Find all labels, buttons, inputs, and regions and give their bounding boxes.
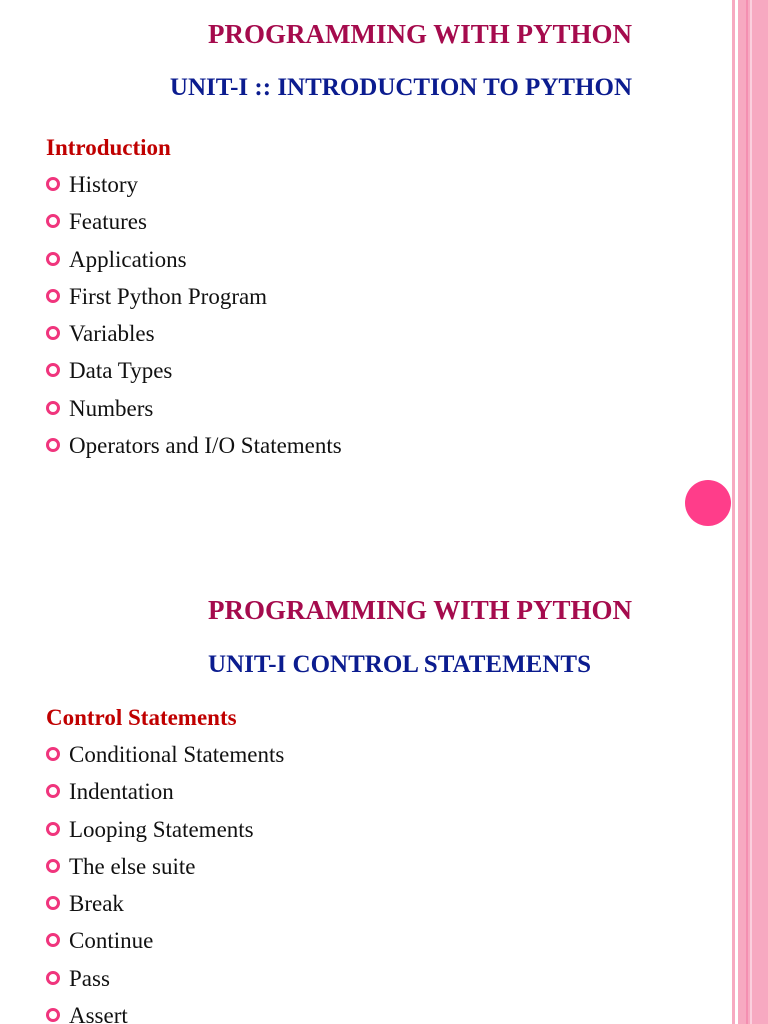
hollow-circle-bullet-icon — [46, 822, 60, 836]
list-item-text: Variables — [69, 321, 155, 347]
border-stripe — [750, 0, 752, 1024]
list-item-text: The else suite — [69, 853, 196, 879]
list-item — [46, 891, 284, 928]
list-item — [46, 247, 342, 284]
list-item — [46, 928, 284, 965]
list-item — [46, 966, 284, 1003]
hollow-circle-bullet-icon — [46, 859, 60, 873]
slide-subtitle: UNIT-I CONTROL STATEMENTS — [208, 651, 591, 678]
list-item — [46, 284, 342, 321]
list-item-text: Pass — [69, 965, 110, 991]
slide-subtitle: UNIT-I :: INTRODUCTION TO PYTHON — [169, 74, 632, 101]
list-item — [46, 396, 342, 433]
hollow-circle-bullet-icon — [46, 363, 60, 377]
section-heading: Control Statements — [46, 705, 237, 730]
list-item-text: Assert — [69, 1003, 128, 1024]
list-item — [46, 779, 284, 816]
list-item-text: Applications — [69, 246, 187, 272]
hollow-circle-bullet-icon — [46, 933, 60, 947]
bullet-list — [46, 742, 284, 1024]
decorative-right-border — [732, 0, 768, 1024]
list-item-text: Numbers — [69, 395, 154, 421]
list-item — [46, 433, 342, 470]
slide-title: PROGRAMMING WITH PYTHON — [208, 19, 632, 49]
hollow-circle-bullet-icon — [46, 252, 60, 266]
list-item-text: Conditional Statements — [69, 742, 285, 767]
list-item — [46, 321, 342, 358]
hollow-circle-bullet-icon — [46, 784, 60, 798]
list-item-text: Data Types — [69, 358, 173, 384]
list-item-text: Operators and I/O Statements — [69, 433, 342, 459]
list-item-text: History — [69, 172, 138, 197]
hollow-circle-bullet-icon — [46, 438, 60, 452]
hollow-circle-bullet-icon — [46, 1008, 60, 1022]
list-item-text: First Python Program — [69, 283, 268, 309]
hollow-circle-bullet-icon — [46, 326, 60, 340]
border-stripe — [746, 0, 748, 1024]
decorative-circle — [685, 480, 731, 526]
list-item — [46, 817, 284, 854]
list-item — [46, 1003, 284, 1024]
hollow-circle-bullet-icon — [46, 896, 60, 910]
list-item — [46, 854, 284, 891]
list-item — [46, 358, 342, 395]
list-item-text: Features — [69, 209, 147, 235]
list-item — [46, 742, 284, 779]
list-item-text: Looping Statements — [69, 816, 254, 842]
list-item-text: Continue — [69, 928, 154, 954]
hollow-circle-bullet-icon — [46, 214, 60, 228]
bullet-list — [46, 172, 342, 470]
list-item-text: Break — [69, 891, 124, 917]
hollow-circle-bullet-icon — [46, 177, 60, 191]
hollow-circle-bullet-icon — [46, 401, 60, 415]
hollow-circle-bullet-icon — [46, 971, 60, 985]
slide-title: PROGRAMMING WITH PYTHON — [208, 595, 632, 625]
hollow-circle-bullet-icon — [46, 747, 60, 761]
section-heading: Introduction — [46, 135, 171, 160]
list-item — [46, 209, 342, 246]
hollow-circle-bullet-icon — [46, 289, 60, 303]
list-item — [46, 172, 342, 209]
border-stripe — [735, 0, 738, 1024]
list-item-text: Indentation — [69, 779, 174, 805]
